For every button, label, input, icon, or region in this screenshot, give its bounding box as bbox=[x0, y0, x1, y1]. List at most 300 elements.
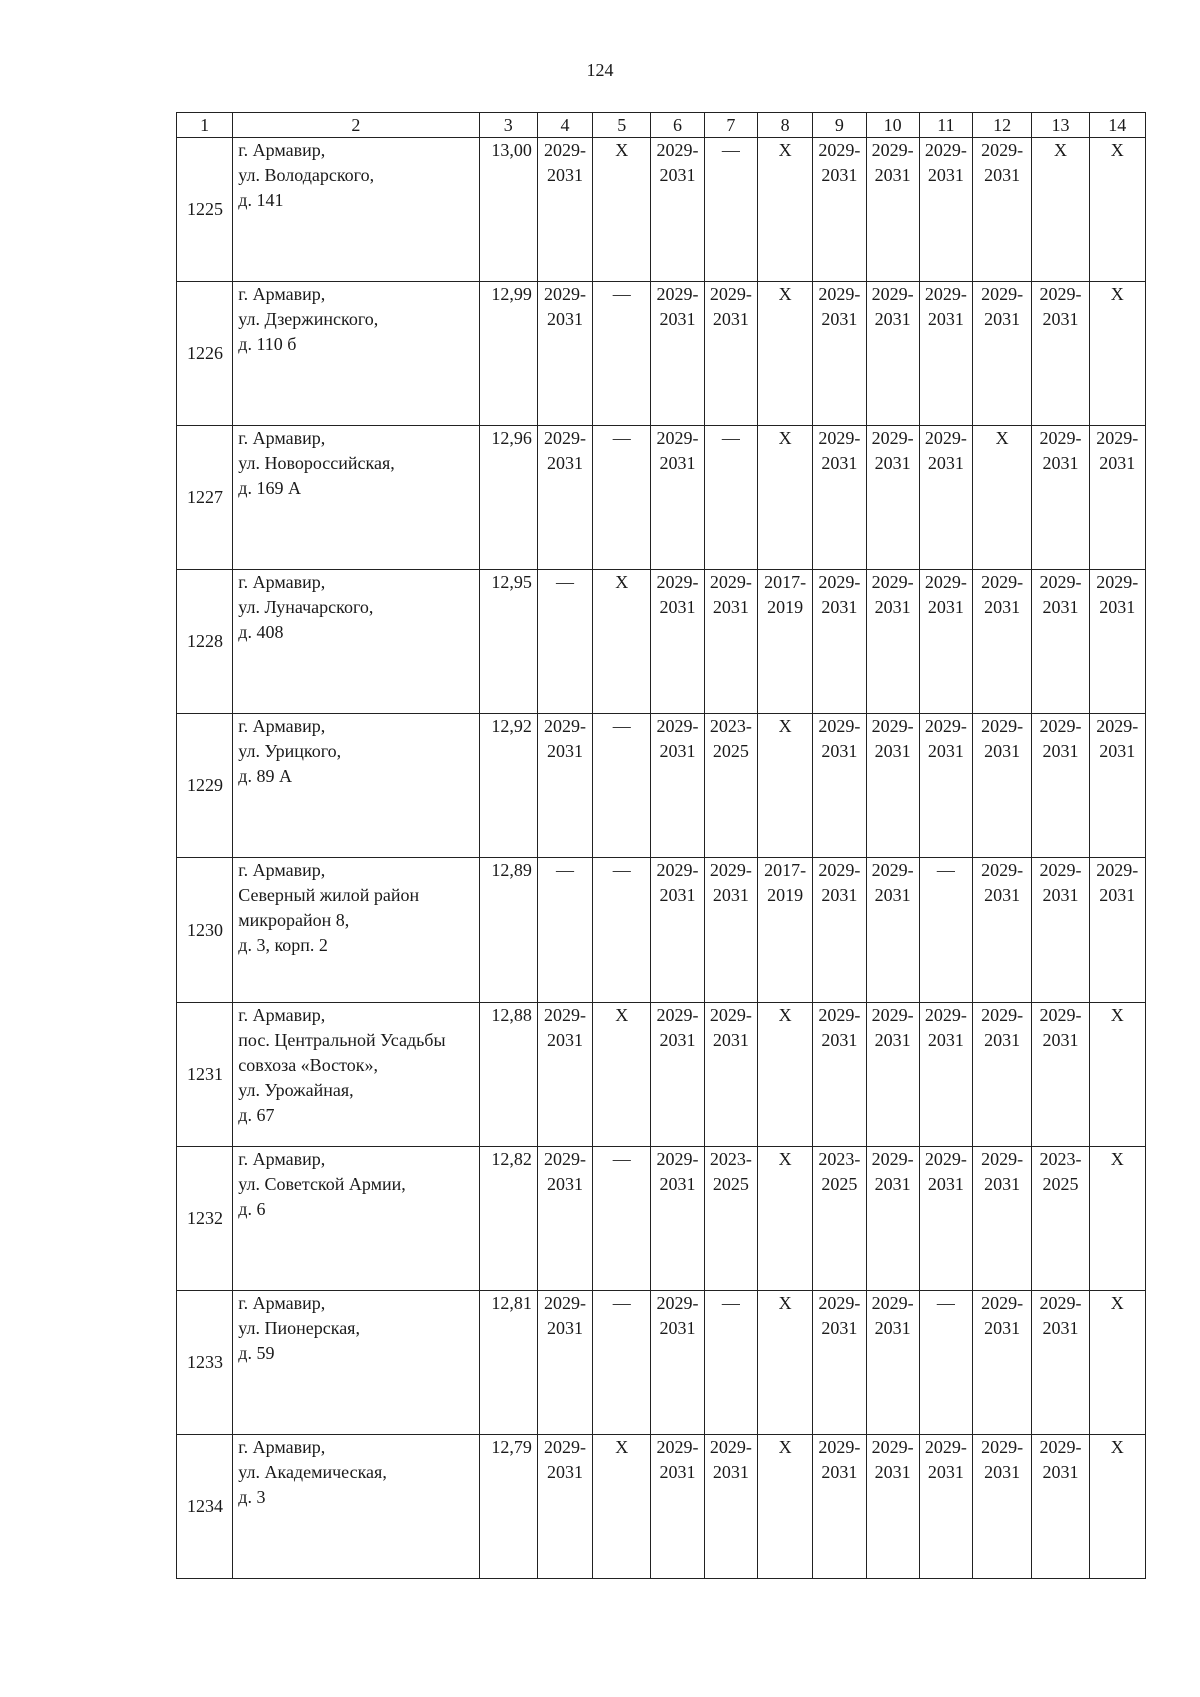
address-line: д. 169 А bbox=[238, 478, 301, 499]
address-line: ул. Урожайная, bbox=[238, 1079, 354, 1100]
period-cell bbox=[866, 426, 919, 570]
period-cell bbox=[1032, 282, 1089, 426]
period-cell bbox=[651, 1290, 704, 1434]
period-line: 2031 bbox=[927, 1029, 964, 1050]
period-line: 2029- bbox=[656, 1436, 699, 1457]
row-number: 1234 bbox=[177, 1434, 233, 1578]
period-line: 2031 bbox=[821, 453, 858, 474]
period-cell bbox=[704, 1146, 757, 1290]
period-line: 2029- bbox=[871, 428, 914, 449]
period-line: 2025 bbox=[1042, 1173, 1079, 1194]
period-line: 2029- bbox=[818, 284, 861, 305]
period-line: — bbox=[721, 1292, 740, 1313]
column-header: 8 bbox=[757, 113, 812, 138]
table-row bbox=[177, 858, 1146, 1002]
row-number: 1231 bbox=[177, 1002, 233, 1146]
period-line: 2029- bbox=[924, 572, 967, 593]
period-line: X bbox=[1053, 140, 1067, 161]
value-cell: 12,82 bbox=[479, 1146, 537, 1290]
period-line: 2029- bbox=[818, 1436, 861, 1457]
period-cell bbox=[537, 570, 592, 714]
period-cell bbox=[704, 714, 757, 858]
period-line: 2031 bbox=[659, 453, 696, 474]
period-line: — bbox=[612, 1148, 631, 1169]
period-line: 2029- bbox=[543, 140, 586, 161]
period-cell bbox=[593, 1146, 651, 1290]
period-line: 2025 bbox=[712, 1173, 749, 1194]
period-line: 2029- bbox=[1039, 1436, 1082, 1457]
period-line: 2031 bbox=[659, 885, 696, 906]
period-line: 2031 bbox=[927, 309, 964, 330]
address-line: д. 59 bbox=[238, 1342, 275, 1363]
period-line: 2031 bbox=[1042, 885, 1079, 906]
period-cell bbox=[757, 858, 812, 1002]
address-line: микрорайон 8, bbox=[238, 910, 350, 931]
period-cell bbox=[919, 282, 972, 426]
period-line: 2029- bbox=[818, 1004, 861, 1025]
period-cell bbox=[1032, 138, 1089, 282]
address-line: д. 3 bbox=[238, 1486, 266, 1507]
period-cell bbox=[866, 858, 919, 1002]
period-line: 2031 bbox=[927, 165, 964, 186]
address-line: г. Армавир, bbox=[238, 428, 326, 449]
address-line: ул. Академическая, bbox=[238, 1461, 387, 1482]
table-row bbox=[177, 1146, 1146, 1290]
period-cell bbox=[973, 138, 1032, 282]
period-line: 2031 bbox=[821, 885, 858, 906]
address-line: г. Армавир, bbox=[238, 572, 326, 593]
period-cell bbox=[757, 714, 812, 858]
table-body bbox=[177, 113, 1146, 1579]
period-line: 2025 bbox=[712, 741, 749, 762]
period-cell bbox=[973, 426, 1032, 570]
period-line: 2031 bbox=[984, 1461, 1021, 1482]
period-cell bbox=[1089, 858, 1145, 1002]
period-cell bbox=[704, 1434, 757, 1578]
value-cell: 12,89 bbox=[479, 858, 537, 1002]
period-cell bbox=[919, 1002, 972, 1146]
row-number: 1227 bbox=[177, 426, 233, 570]
table-row bbox=[177, 426, 1146, 570]
period-line: 2029- bbox=[871, 284, 914, 305]
period-line: 2029- bbox=[543, 1436, 586, 1457]
period-cell bbox=[919, 1146, 972, 1290]
period-line: X bbox=[778, 284, 792, 305]
row-number: 1228 bbox=[177, 570, 233, 714]
period-cell bbox=[757, 138, 812, 282]
period-line: 2031 bbox=[712, 1029, 749, 1050]
period-cell bbox=[593, 858, 651, 1002]
address-line: ул. Советской Армии, bbox=[238, 1173, 406, 1194]
address-line: г. Армавир, bbox=[238, 1148, 326, 1169]
period-line: 2029- bbox=[871, 140, 914, 161]
period-line: 2023- bbox=[709, 716, 752, 737]
address-line: д. 89 А bbox=[238, 766, 292, 787]
period-line: 2029- bbox=[543, 1292, 586, 1313]
address-cell bbox=[233, 1002, 479, 1146]
period-line: 2031 bbox=[1099, 741, 1136, 762]
period-line: 2031 bbox=[712, 309, 749, 330]
period-cell bbox=[704, 570, 757, 714]
period-cell bbox=[813, 1290, 866, 1434]
period-cell bbox=[813, 858, 866, 1002]
period-line: 2031 bbox=[821, 741, 858, 762]
period-line: 2029- bbox=[543, 1148, 586, 1169]
address-cell bbox=[233, 1434, 479, 1578]
period-cell bbox=[1032, 858, 1089, 1002]
value-cell: 12,88 bbox=[479, 1002, 537, 1146]
period-line: 2029- bbox=[981, 284, 1024, 305]
period-cell bbox=[866, 138, 919, 282]
period-line: 2029- bbox=[656, 284, 699, 305]
period-cell bbox=[651, 138, 704, 282]
period-line: 2031 bbox=[659, 1173, 696, 1194]
address-line: г. Армавир, bbox=[238, 1004, 326, 1025]
address-line: ул. Урицкого, bbox=[238, 741, 342, 762]
address-cell bbox=[233, 1146, 479, 1290]
period-cell bbox=[866, 1290, 919, 1434]
period-line: X bbox=[995, 428, 1009, 449]
address-line: г. Армавир, bbox=[238, 284, 326, 305]
period-line: 2031 bbox=[1042, 597, 1079, 618]
period-line: 2031 bbox=[927, 741, 964, 762]
period-line: X bbox=[1110, 284, 1124, 305]
column-header: 13 bbox=[1032, 113, 1089, 138]
period-cell bbox=[973, 282, 1032, 426]
period-line: 2031 bbox=[984, 165, 1021, 186]
period-cell bbox=[813, 1146, 866, 1290]
period-line: 2031 bbox=[984, 1317, 1021, 1338]
table-row bbox=[177, 282, 1146, 426]
row-number: 1232 bbox=[177, 1146, 233, 1290]
column-header: 4 bbox=[537, 113, 592, 138]
schedule-table bbox=[176, 112, 1146, 1579]
period-cell bbox=[1089, 138, 1145, 282]
column-header: 5 bbox=[593, 113, 651, 138]
period-line: 2029- bbox=[656, 860, 699, 881]
period-cell bbox=[813, 282, 866, 426]
value-cell: 12,92 bbox=[479, 714, 537, 858]
period-line: 2029- bbox=[656, 1292, 699, 1313]
column-header: 14 bbox=[1089, 113, 1145, 138]
period-line: 2029- bbox=[1096, 860, 1139, 881]
column-number-header-row bbox=[177, 113, 1146, 138]
address-cell bbox=[233, 138, 479, 282]
table-row bbox=[177, 1290, 1146, 1434]
period-line: 2029- bbox=[709, 572, 752, 593]
period-line: 2031 bbox=[1042, 1461, 1079, 1482]
period-line: X bbox=[1110, 1436, 1124, 1457]
period-line: — bbox=[555, 860, 574, 881]
period-line: 2031 bbox=[1099, 597, 1136, 618]
period-line: 2031 bbox=[927, 1173, 964, 1194]
period-cell bbox=[1089, 1290, 1145, 1434]
column-header: 9 bbox=[813, 113, 866, 138]
period-cell bbox=[704, 426, 757, 570]
period-cell bbox=[651, 1434, 704, 1578]
period-line: 2019 bbox=[767, 597, 804, 618]
period-cell bbox=[593, 1290, 651, 1434]
period-cell bbox=[1032, 426, 1089, 570]
period-cell bbox=[813, 570, 866, 714]
period-cell bbox=[651, 426, 704, 570]
period-line: 2031 bbox=[821, 309, 858, 330]
period-cell bbox=[973, 1434, 1032, 1578]
period-line: 2031 bbox=[874, 1173, 911, 1194]
period-cell bbox=[593, 426, 651, 570]
period-line: 2029- bbox=[656, 140, 699, 161]
period-line: 2031 bbox=[874, 309, 911, 330]
period-line: 2031 bbox=[659, 597, 696, 618]
period-line: 2029- bbox=[656, 716, 699, 737]
period-line: 2029- bbox=[924, 716, 967, 737]
period-line: 2031 bbox=[546, 1461, 583, 1482]
period-line: 2031 bbox=[874, 741, 911, 762]
period-line: 2031 bbox=[874, 597, 911, 618]
period-line: 2029- bbox=[1039, 572, 1082, 593]
row-number: 1233 bbox=[177, 1290, 233, 1434]
table-row bbox=[177, 714, 1146, 858]
period-line: — bbox=[936, 860, 955, 881]
period-line: 2029- bbox=[924, 1436, 967, 1457]
period-line: 2029- bbox=[1096, 572, 1139, 593]
period-line: X bbox=[615, 572, 629, 593]
period-cell bbox=[757, 1290, 812, 1434]
period-cell bbox=[1089, 1146, 1145, 1290]
period-line: 2029- bbox=[818, 140, 861, 161]
period-line: 2029- bbox=[656, 1004, 699, 1025]
address-line: г. Армавир, bbox=[238, 860, 326, 881]
column-header: 2 bbox=[233, 113, 479, 138]
period-cell bbox=[651, 1002, 704, 1146]
period-line: 2029- bbox=[871, 572, 914, 593]
period-line: 2029- bbox=[871, 1292, 914, 1313]
period-line: 2031 bbox=[712, 597, 749, 618]
period-line: 2029- bbox=[981, 140, 1024, 161]
address-line: ул. Володарского, bbox=[238, 165, 375, 186]
value-cell: 12,99 bbox=[479, 282, 537, 426]
value-cell: 12,79 bbox=[479, 1434, 537, 1578]
period-line: — bbox=[555, 572, 574, 593]
period-line: 2017- bbox=[764, 860, 807, 881]
period-cell bbox=[973, 714, 1032, 858]
period-line: 2031 bbox=[984, 597, 1021, 618]
period-cell bbox=[813, 714, 866, 858]
period-line: 2029- bbox=[1039, 716, 1082, 737]
period-line: 2031 bbox=[659, 1317, 696, 1338]
period-line: X bbox=[1110, 1292, 1124, 1313]
period-line: 2031 bbox=[927, 597, 964, 618]
period-cell bbox=[537, 714, 592, 858]
period-line: 2031 bbox=[546, 1029, 583, 1050]
period-cell bbox=[537, 426, 592, 570]
row-number: 1225 bbox=[177, 138, 233, 282]
period-line: 2029- bbox=[1039, 284, 1082, 305]
period-line: — bbox=[936, 1292, 955, 1313]
period-line: 2031 bbox=[546, 1173, 583, 1194]
period-cell bbox=[704, 1002, 757, 1146]
period-line: 2029- bbox=[818, 1292, 861, 1313]
period-line: 2029- bbox=[871, 1004, 914, 1025]
address-line: ул. Луначарского, bbox=[238, 597, 374, 618]
period-cell bbox=[593, 1002, 651, 1146]
row-number: 1229 bbox=[177, 714, 233, 858]
period-cell bbox=[593, 1434, 651, 1578]
period-line: 2031 bbox=[546, 741, 583, 762]
column-header: 12 bbox=[973, 113, 1032, 138]
period-cell bbox=[757, 1434, 812, 1578]
period-line: 2029- bbox=[981, 1436, 1024, 1457]
period-cell bbox=[1032, 1002, 1089, 1146]
period-cell bbox=[593, 282, 651, 426]
period-cell bbox=[757, 1002, 812, 1146]
address-line: г. Армавир, bbox=[238, 716, 326, 737]
period-line: 2025 bbox=[821, 1173, 858, 1194]
period-line: X bbox=[1110, 1148, 1124, 1169]
period-line: 2029- bbox=[1039, 860, 1082, 881]
period-line: 2029- bbox=[543, 284, 586, 305]
column-header: 10 bbox=[866, 113, 919, 138]
period-cell bbox=[704, 1290, 757, 1434]
period-line: 2029- bbox=[656, 428, 699, 449]
period-line: — bbox=[612, 860, 631, 881]
period-line: 2029- bbox=[709, 1436, 752, 1457]
period-line: 2029- bbox=[871, 1148, 914, 1169]
period-cell bbox=[537, 1002, 592, 1146]
address-line: г. Армавир, bbox=[238, 1436, 326, 1457]
period-line: 2029- bbox=[709, 1004, 752, 1025]
period-line: 2029- bbox=[924, 140, 967, 161]
period-line: 2031 bbox=[927, 453, 964, 474]
period-cell bbox=[1089, 426, 1145, 570]
period-line: 2031 bbox=[1099, 453, 1136, 474]
period-line: 2031 bbox=[821, 597, 858, 618]
period-line: 2029- bbox=[1039, 428, 1082, 449]
period-line: — bbox=[612, 1292, 631, 1313]
period-line: 2031 bbox=[984, 741, 1021, 762]
period-line: X bbox=[615, 1004, 629, 1025]
period-line: 2031 bbox=[659, 1029, 696, 1050]
period-cell bbox=[537, 1290, 592, 1434]
period-line: — bbox=[721, 428, 740, 449]
period-cell bbox=[866, 714, 919, 858]
period-cell bbox=[813, 426, 866, 570]
period-line: 2031 bbox=[659, 741, 696, 762]
period-line: 2031 bbox=[546, 309, 583, 330]
period-line: 2029- bbox=[656, 1148, 699, 1169]
address-line: ул. Дзержинского, bbox=[238, 309, 379, 330]
period-cell bbox=[651, 282, 704, 426]
period-line: 2031 bbox=[874, 885, 911, 906]
period-line: 2029- bbox=[981, 1004, 1024, 1025]
period-line: 2031 bbox=[1042, 309, 1079, 330]
period-line: X bbox=[778, 1004, 792, 1025]
period-cell bbox=[704, 282, 757, 426]
period-cell bbox=[593, 570, 651, 714]
period-cell bbox=[866, 570, 919, 714]
period-line: 2031 bbox=[546, 1317, 583, 1338]
period-line: — bbox=[612, 716, 631, 737]
period-line: 2029- bbox=[981, 860, 1024, 881]
period-line: 2023- bbox=[1039, 1148, 1082, 1169]
address-cell bbox=[233, 714, 479, 858]
period-line: 2031 bbox=[1099, 885, 1136, 906]
period-line: 2029- bbox=[871, 716, 914, 737]
period-line: 2031 bbox=[1042, 1029, 1079, 1050]
address-cell bbox=[233, 282, 479, 426]
period-line: 2031 bbox=[659, 309, 696, 330]
period-line: 2031 bbox=[546, 165, 583, 186]
address-line: пос. Центральной Усадьбы bbox=[238, 1029, 446, 1050]
period-line: X bbox=[1110, 140, 1124, 161]
period-line: 2031 bbox=[874, 1317, 911, 1338]
period-line: 2031 bbox=[984, 1173, 1021, 1194]
period-cell bbox=[757, 426, 812, 570]
period-cell bbox=[813, 138, 866, 282]
address-line: д. 141 bbox=[238, 190, 284, 211]
value-cell: 12,95 bbox=[479, 570, 537, 714]
period-cell bbox=[1089, 1434, 1145, 1578]
address-cell bbox=[233, 426, 479, 570]
period-line: X bbox=[778, 1436, 792, 1457]
address-line: д. 6 bbox=[238, 1198, 266, 1219]
period-cell bbox=[919, 426, 972, 570]
period-line: 2029- bbox=[924, 1004, 967, 1025]
period-line: 2019 bbox=[767, 885, 804, 906]
period-cell bbox=[973, 1290, 1032, 1434]
period-cell bbox=[1032, 1290, 1089, 1434]
period-line: 2029- bbox=[871, 1436, 914, 1457]
period-line: X bbox=[778, 1292, 792, 1313]
period-cell bbox=[537, 1146, 592, 1290]
period-line: — bbox=[721, 140, 740, 161]
period-line: 2031 bbox=[984, 309, 1021, 330]
period-cell bbox=[593, 138, 651, 282]
period-cell bbox=[919, 858, 972, 1002]
period-line: 2017- bbox=[764, 572, 807, 593]
period-line: 2029- bbox=[818, 716, 861, 737]
row-number: 1230 bbox=[177, 858, 233, 1002]
address-line: д. 408 bbox=[238, 622, 284, 643]
period-cell bbox=[866, 1002, 919, 1146]
address-line: ул. Новороссийская, bbox=[238, 453, 395, 474]
period-line: 2029- bbox=[924, 428, 967, 449]
period-cell bbox=[1032, 1434, 1089, 1578]
period-cell bbox=[866, 1146, 919, 1290]
period-cell bbox=[973, 1002, 1032, 1146]
period-cell bbox=[1032, 1146, 1089, 1290]
period-cell bbox=[651, 1146, 704, 1290]
period-cell bbox=[757, 282, 812, 426]
period-line: 2023- bbox=[709, 1148, 752, 1169]
row-number: 1226 bbox=[177, 282, 233, 426]
period-line: 2031 bbox=[1042, 453, 1079, 474]
value-cell: 13,00 bbox=[479, 138, 537, 282]
period-cell bbox=[1089, 1002, 1145, 1146]
period-line: X bbox=[778, 140, 792, 161]
period-line: 2031 bbox=[546, 453, 583, 474]
period-cell bbox=[537, 282, 592, 426]
address-line: д. 67 bbox=[238, 1104, 275, 1125]
period-line: 2029- bbox=[818, 428, 861, 449]
period-line: 2031 bbox=[1042, 741, 1079, 762]
period-cell bbox=[537, 858, 592, 1002]
period-line: 2023- bbox=[818, 1148, 861, 1169]
period-line: 2031 bbox=[712, 1461, 749, 1482]
period-line: 2029- bbox=[981, 1148, 1024, 1169]
period-line: 2029- bbox=[981, 716, 1024, 737]
period-line: 2029- bbox=[709, 860, 752, 881]
